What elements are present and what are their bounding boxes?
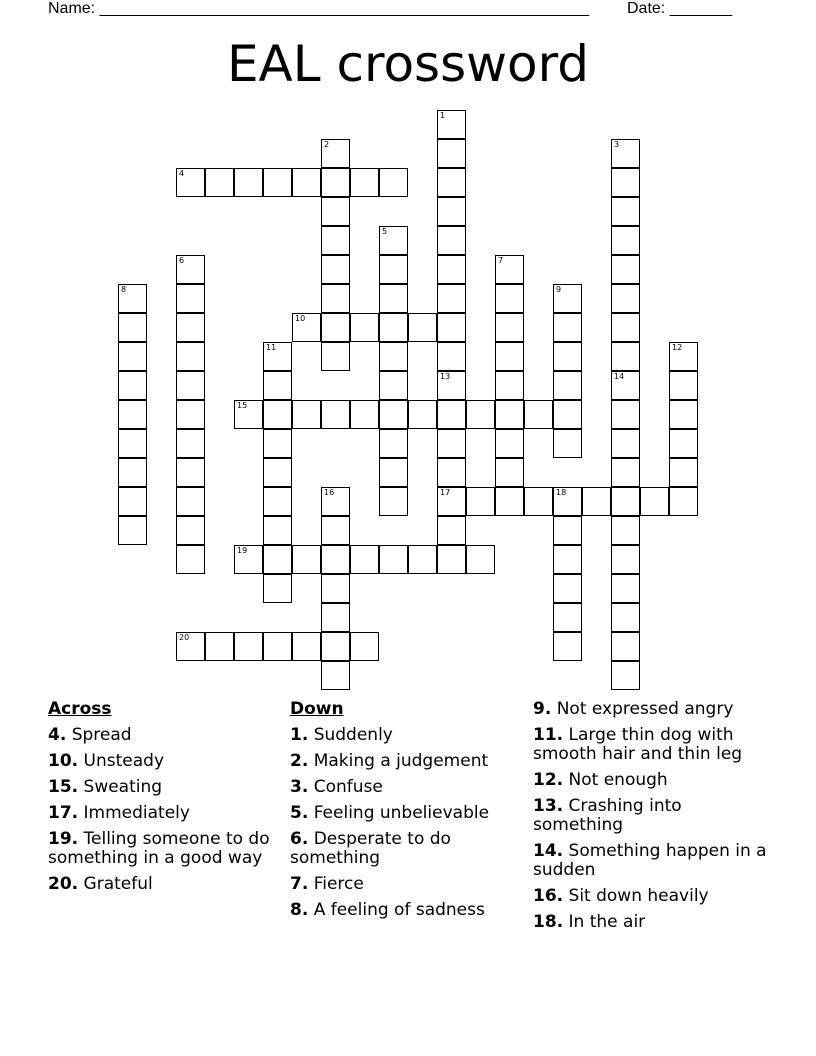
grid-cell[interactable]	[437, 284, 466, 313]
grid-cell[interactable]	[118, 313, 147, 342]
grid-cell[interactable]	[495, 255, 524, 284]
grid-cell[interactable]	[611, 487, 640, 516]
grid-cell[interactable]	[379, 545, 408, 574]
clue-number-label: 19.	[48, 829, 79, 849]
grid-cell[interactable]	[495, 400, 524, 429]
grid-cell[interactable]	[118, 516, 147, 545]
grid-cell[interactable]	[379, 284, 408, 313]
grid-cell[interactable]	[553, 487, 582, 516]
grid-cell[interactable]	[350, 168, 379, 197]
clue-item	[533, 726, 773, 764]
clue-number-label: 16.	[533, 886, 564, 906]
grid-cell[interactable]	[321, 545, 350, 574]
grid-cell[interactable]	[321, 226, 350, 255]
grid-cell[interactable]	[379, 255, 408, 284]
grid-cell[interactable]	[669, 458, 698, 487]
grid-cell[interactable]	[321, 400, 350, 429]
grid-cell[interactable]	[379, 429, 408, 458]
clue-number-label: 7.	[290, 874, 309, 894]
clue-number-label: 20.	[48, 874, 79, 894]
grid-cell[interactable]	[553, 545, 582, 574]
grid-cell[interactable]	[321, 603, 350, 632]
clue-number: 14	[614, 372, 625, 381]
grid-cell[interactable]	[292, 632, 321, 661]
clue-number-label: 5.	[290, 803, 309, 823]
clue-number-label: 17.	[48, 803, 79, 823]
grid-cell[interactable]	[495, 458, 524, 487]
clue-item	[48, 875, 276, 894]
grid-cell[interactable]	[524, 487, 553, 516]
grid-cell[interactable]	[611, 632, 640, 661]
date-field[interactable]: Date: _______	[627, 0, 732, 17]
clue-number: 4	[179, 169, 185, 178]
grid-cell[interactable]	[669, 487, 698, 516]
clue-number-label: 4.	[48, 725, 67, 745]
grid-cell[interactable]	[263, 574, 292, 603]
clue-text: Telling someone to do something in a good way	[48, 829, 270, 868]
clue-number: 10	[295, 314, 306, 323]
clue-number: 20	[179, 633, 190, 642]
grid-cell[interactable]	[495, 313, 524, 342]
grid-cell[interactable]	[234, 632, 263, 661]
clue-number-label: 13.	[533, 796, 564, 816]
grid-cell[interactable]	[408, 313, 437, 342]
grid-cell[interactable]	[611, 400, 640, 429]
clue-number: 13	[440, 372, 451, 381]
clue-item	[48, 804, 276, 823]
clue-item	[48, 752, 276, 771]
clue-number-label: 18.	[533, 912, 564, 932]
clue-number: 9	[556, 285, 562, 294]
clue-item	[290, 901, 522, 920]
down-heading: Down	[290, 699, 344, 719]
grid-cell[interactable]	[495, 342, 524, 371]
grid-cell[interactable]	[553, 603, 582, 632]
grid-cell[interactable]	[263, 632, 292, 661]
grid-cell[interactable]	[553, 342, 582, 371]
grid-cell[interactable]	[611, 458, 640, 487]
grid-cell[interactable]	[205, 632, 234, 661]
clue-text: Suddenly	[313, 725, 393, 745]
grid-cell[interactable]	[437, 255, 466, 284]
grid-cell[interactable]	[553, 371, 582, 400]
grid-cell[interactable]	[611, 371, 640, 400]
clue-number: 5	[382, 227, 388, 236]
grid-cell[interactable]	[263, 371, 292, 400]
grid-cell[interactable]	[379, 342, 408, 371]
clue-text: Making a judgement	[313, 751, 489, 771]
grid-cell[interactable]	[495, 429, 524, 458]
grid-cell[interactable]	[611, 168, 640, 197]
grid-cell[interactable]	[321, 197, 350, 226]
clue-text: Something happen in a sudden	[533, 841, 767, 880]
clue-number-label: 3.	[290, 777, 309, 797]
grid-cell[interactable]	[234, 400, 263, 429]
clue-number-label: 9.	[533, 699, 552, 719]
grid-cell[interactable]	[321, 342, 350, 371]
clue-text: Immediately	[83, 803, 190, 823]
clue-number-label: 2.	[290, 751, 309, 771]
grid-cell[interactable]	[437, 313, 466, 342]
grid-cell[interactable]	[408, 400, 437, 429]
grid-cell[interactable]	[350, 545, 379, 574]
grid-cell[interactable]	[379, 313, 408, 342]
grid-cell[interactable]	[292, 545, 321, 574]
grid-cell[interactable]	[379, 400, 408, 429]
grid-cell[interactable]	[205, 168, 234, 197]
grid-cell[interactable]	[611, 574, 640, 603]
grid-cell[interactable]	[466, 400, 495, 429]
clue-number-label: 15.	[48, 777, 79, 797]
grid-cell[interactable]	[379, 371, 408, 400]
grid-cell[interactable]	[611, 429, 640, 458]
grid-cell[interactable]	[176, 487, 205, 516]
grid-cell[interactable]	[553, 574, 582, 603]
clue-item	[290, 726, 522, 745]
clue-text: Feeling unbelievable	[313, 803, 490, 823]
clue-number-label: 8.	[290, 900, 309, 920]
grid-cell[interactable]	[466, 545, 495, 574]
grid-cell[interactable]	[640, 487, 669, 516]
clue-text: Not enough	[568, 770, 668, 790]
grid-cell[interactable]	[495, 371, 524, 400]
grid-cell[interactable]	[118, 371, 147, 400]
clue-item	[48, 830, 276, 868]
clue-text: Fierce	[313, 874, 364, 894]
grid-cell[interactable]	[350, 632, 379, 661]
clue-item	[290, 830, 522, 868]
grid-cell[interactable]	[379, 226, 408, 255]
clue-item	[533, 771, 773, 790]
grid-cell[interactable]	[176, 429, 205, 458]
grid-cell[interactable]	[466, 487, 495, 516]
grid-cell[interactable]	[118, 284, 147, 313]
clue-number-label: 1.	[290, 725, 309, 745]
grid-cell[interactable]	[263, 458, 292, 487]
grid-cell[interactable]	[118, 342, 147, 371]
grid-cell[interactable]	[118, 400, 147, 429]
grid-cell[interactable]	[437, 458, 466, 487]
grid-cell[interactable]	[553, 400, 582, 429]
grid-cell[interactable]	[437, 342, 466, 371]
grid-cell[interactable]	[176, 545, 205, 574]
name-field[interactable]: Name: _______________________________________________________	[48, 0, 589, 17]
clue-number: 16	[324, 488, 335, 497]
grid-cell[interactable]	[321, 516, 350, 545]
clue-number-label: 12.	[533, 770, 564, 790]
clue-item	[48, 778, 276, 797]
grid-cell[interactable]	[350, 400, 379, 429]
clue-column-down	[290, 700, 522, 927]
clue-column-down-continued	[533, 700, 773, 939]
clue-text: Grateful	[83, 874, 153, 894]
clue-text: Large thin dog with smooth hair and thin leg	[533, 725, 743, 764]
grid-cell[interactable]	[176, 458, 205, 487]
grid-cell[interactable]	[176, 632, 205, 661]
grid-cell[interactable]	[379, 168, 408, 197]
grid-cell[interactable]	[553, 632, 582, 661]
grid-cell[interactable]	[234, 168, 263, 197]
grid-cell[interactable]	[495, 284, 524, 313]
clue-item	[290, 752, 522, 771]
clue-item	[533, 797, 773, 835]
clue-item	[533, 842, 773, 880]
grid-cell[interactable]	[321, 574, 350, 603]
grid-cell[interactable]	[437, 168, 466, 197]
clue-text: Unsteady	[83, 751, 164, 771]
clue-number: 18	[556, 488, 567, 497]
clue-text: Sweating	[83, 777, 163, 797]
grid-cell[interactable]	[176, 342, 205, 371]
grid-cell[interactable]	[292, 400, 321, 429]
grid-cell[interactable]	[292, 313, 321, 342]
grid-cell[interactable]	[611, 284, 640, 313]
grid-cell[interactable]	[321, 168, 350, 197]
clue-number: 12	[672, 343, 683, 352]
clue-item	[48, 726, 276, 745]
grid-cell[interactable]	[321, 255, 350, 284]
grid-cell[interactable]	[553, 516, 582, 545]
grid-cell[interactable]	[437, 487, 466, 516]
clue-number: 3	[614, 140, 620, 149]
clue-text: In the air	[568, 912, 646, 932]
grid-cell[interactable]	[350, 313, 379, 342]
grid-cell[interactable]	[524, 400, 553, 429]
grid-cell[interactable]	[611, 139, 640, 168]
clue-text: Desperate to do something	[290, 829, 451, 868]
grid-cell[interactable]	[437, 516, 466, 545]
grid-cell[interactable]	[176, 313, 205, 342]
grid-cell[interactable]	[611, 255, 640, 284]
clue-text: Spread	[71, 725, 132, 745]
grid-cell[interactable]	[437, 226, 466, 255]
grid-cell[interactable]	[408, 545, 437, 574]
grid-cell[interactable]	[611, 603, 640, 632]
grid-cell[interactable]	[582, 487, 611, 516]
grid-cell[interactable]	[379, 487, 408, 516]
grid-cell[interactable]	[437, 429, 466, 458]
clue-number: 7	[498, 256, 504, 265]
grid-cell[interactable]	[263, 516, 292, 545]
clue-item	[533, 700, 773, 719]
grid-cell[interactable]	[437, 545, 466, 574]
across-heading: Across	[48, 699, 112, 719]
clue-item	[290, 804, 522, 823]
grid-cell[interactable]	[611, 313, 640, 342]
clue-number-label: 10.	[48, 751, 79, 771]
grid-cell[interactable]	[321, 313, 350, 342]
grid-cell[interactable]	[379, 458, 408, 487]
grid-cell[interactable]	[437, 400, 466, 429]
grid-cell[interactable]	[321, 487, 350, 516]
grid-cell[interactable]	[263, 342, 292, 371]
grid-cell[interactable]	[118, 487, 147, 516]
clue-number: 1	[440, 111, 446, 120]
grid-cell[interactable]	[176, 255, 205, 284]
grid-cell[interactable]	[263, 168, 292, 197]
grid-cell[interactable]	[263, 429, 292, 458]
grid-cell[interactable]	[234, 545, 263, 574]
grid-cell[interactable]	[263, 487, 292, 516]
page-title: EAL crossword	[226, 35, 590, 93]
clue-number-label: 6.	[290, 829, 309, 849]
grid-cell[interactable]	[176, 516, 205, 545]
clue-number-label: 11.	[533, 725, 564, 745]
grid-cell[interactable]	[611, 226, 640, 255]
grid-cell[interactable]	[611, 342, 640, 371]
clue-item	[290, 778, 522, 797]
grid-cell[interactable]	[669, 371, 698, 400]
grid-cell[interactable]	[176, 400, 205, 429]
grid-cell[interactable]	[437, 139, 466, 168]
clue-number: 15	[237, 401, 248, 410]
grid-cell[interactable]	[495, 487, 524, 516]
grid-cell[interactable]	[553, 429, 582, 458]
grid-cell[interactable]	[321, 284, 350, 313]
grid-cell[interactable]	[669, 429, 698, 458]
clue-text: Crashing into something	[533, 796, 682, 835]
grid-cell[interactable]	[437, 371, 466, 400]
clue-text: Not expressed angry	[556, 699, 734, 719]
grid-cell[interactable]	[321, 661, 350, 690]
grid-cell[interactable]	[118, 458, 147, 487]
grid-cell[interactable]	[292, 168, 321, 197]
grid-cell[interactable]	[611, 545, 640, 574]
clue-column-across	[48, 700, 276, 901]
grid-cell[interactable]	[611, 197, 640, 226]
grid-cell[interactable]	[118, 429, 147, 458]
clue-number-label: 14.	[533, 841, 564, 861]
grid-cell[interactable]	[437, 110, 466, 139]
grid-cell[interactable]	[263, 400, 292, 429]
clue-number: 2	[324, 140, 330, 149]
grid-cell[interactable]	[611, 661, 640, 690]
grid-cell[interactable]	[321, 632, 350, 661]
grid-cell[interactable]	[553, 313, 582, 342]
grid-cell[interactable]	[321, 139, 350, 168]
clue-text: Confuse	[313, 777, 383, 797]
clue-item	[533, 887, 773, 906]
grid-cell[interactable]	[176, 284, 205, 313]
grid-cell[interactable]	[176, 371, 205, 400]
grid-cell[interactable]	[669, 400, 698, 429]
grid-cell[interactable]	[437, 197, 466, 226]
clue-text: Sit down heavily	[568, 886, 709, 906]
grid-cell[interactable]	[669, 342, 698, 371]
clue-item	[290, 875, 522, 894]
clue-number: 6	[179, 256, 185, 265]
grid-cell[interactable]	[611, 516, 640, 545]
clue-number: 11	[266, 343, 277, 352]
grid-cell[interactable]	[553, 284, 582, 313]
grid-cell[interactable]	[176, 168, 205, 197]
clue-number: 19	[237, 546, 248, 555]
clue-number: 17	[440, 488, 451, 497]
clue-number: 8	[121, 285, 127, 294]
clue-item	[533, 913, 773, 932]
grid-cell[interactable]	[263, 545, 292, 574]
clue-text: A feeling of sadness	[313, 900, 485, 920]
